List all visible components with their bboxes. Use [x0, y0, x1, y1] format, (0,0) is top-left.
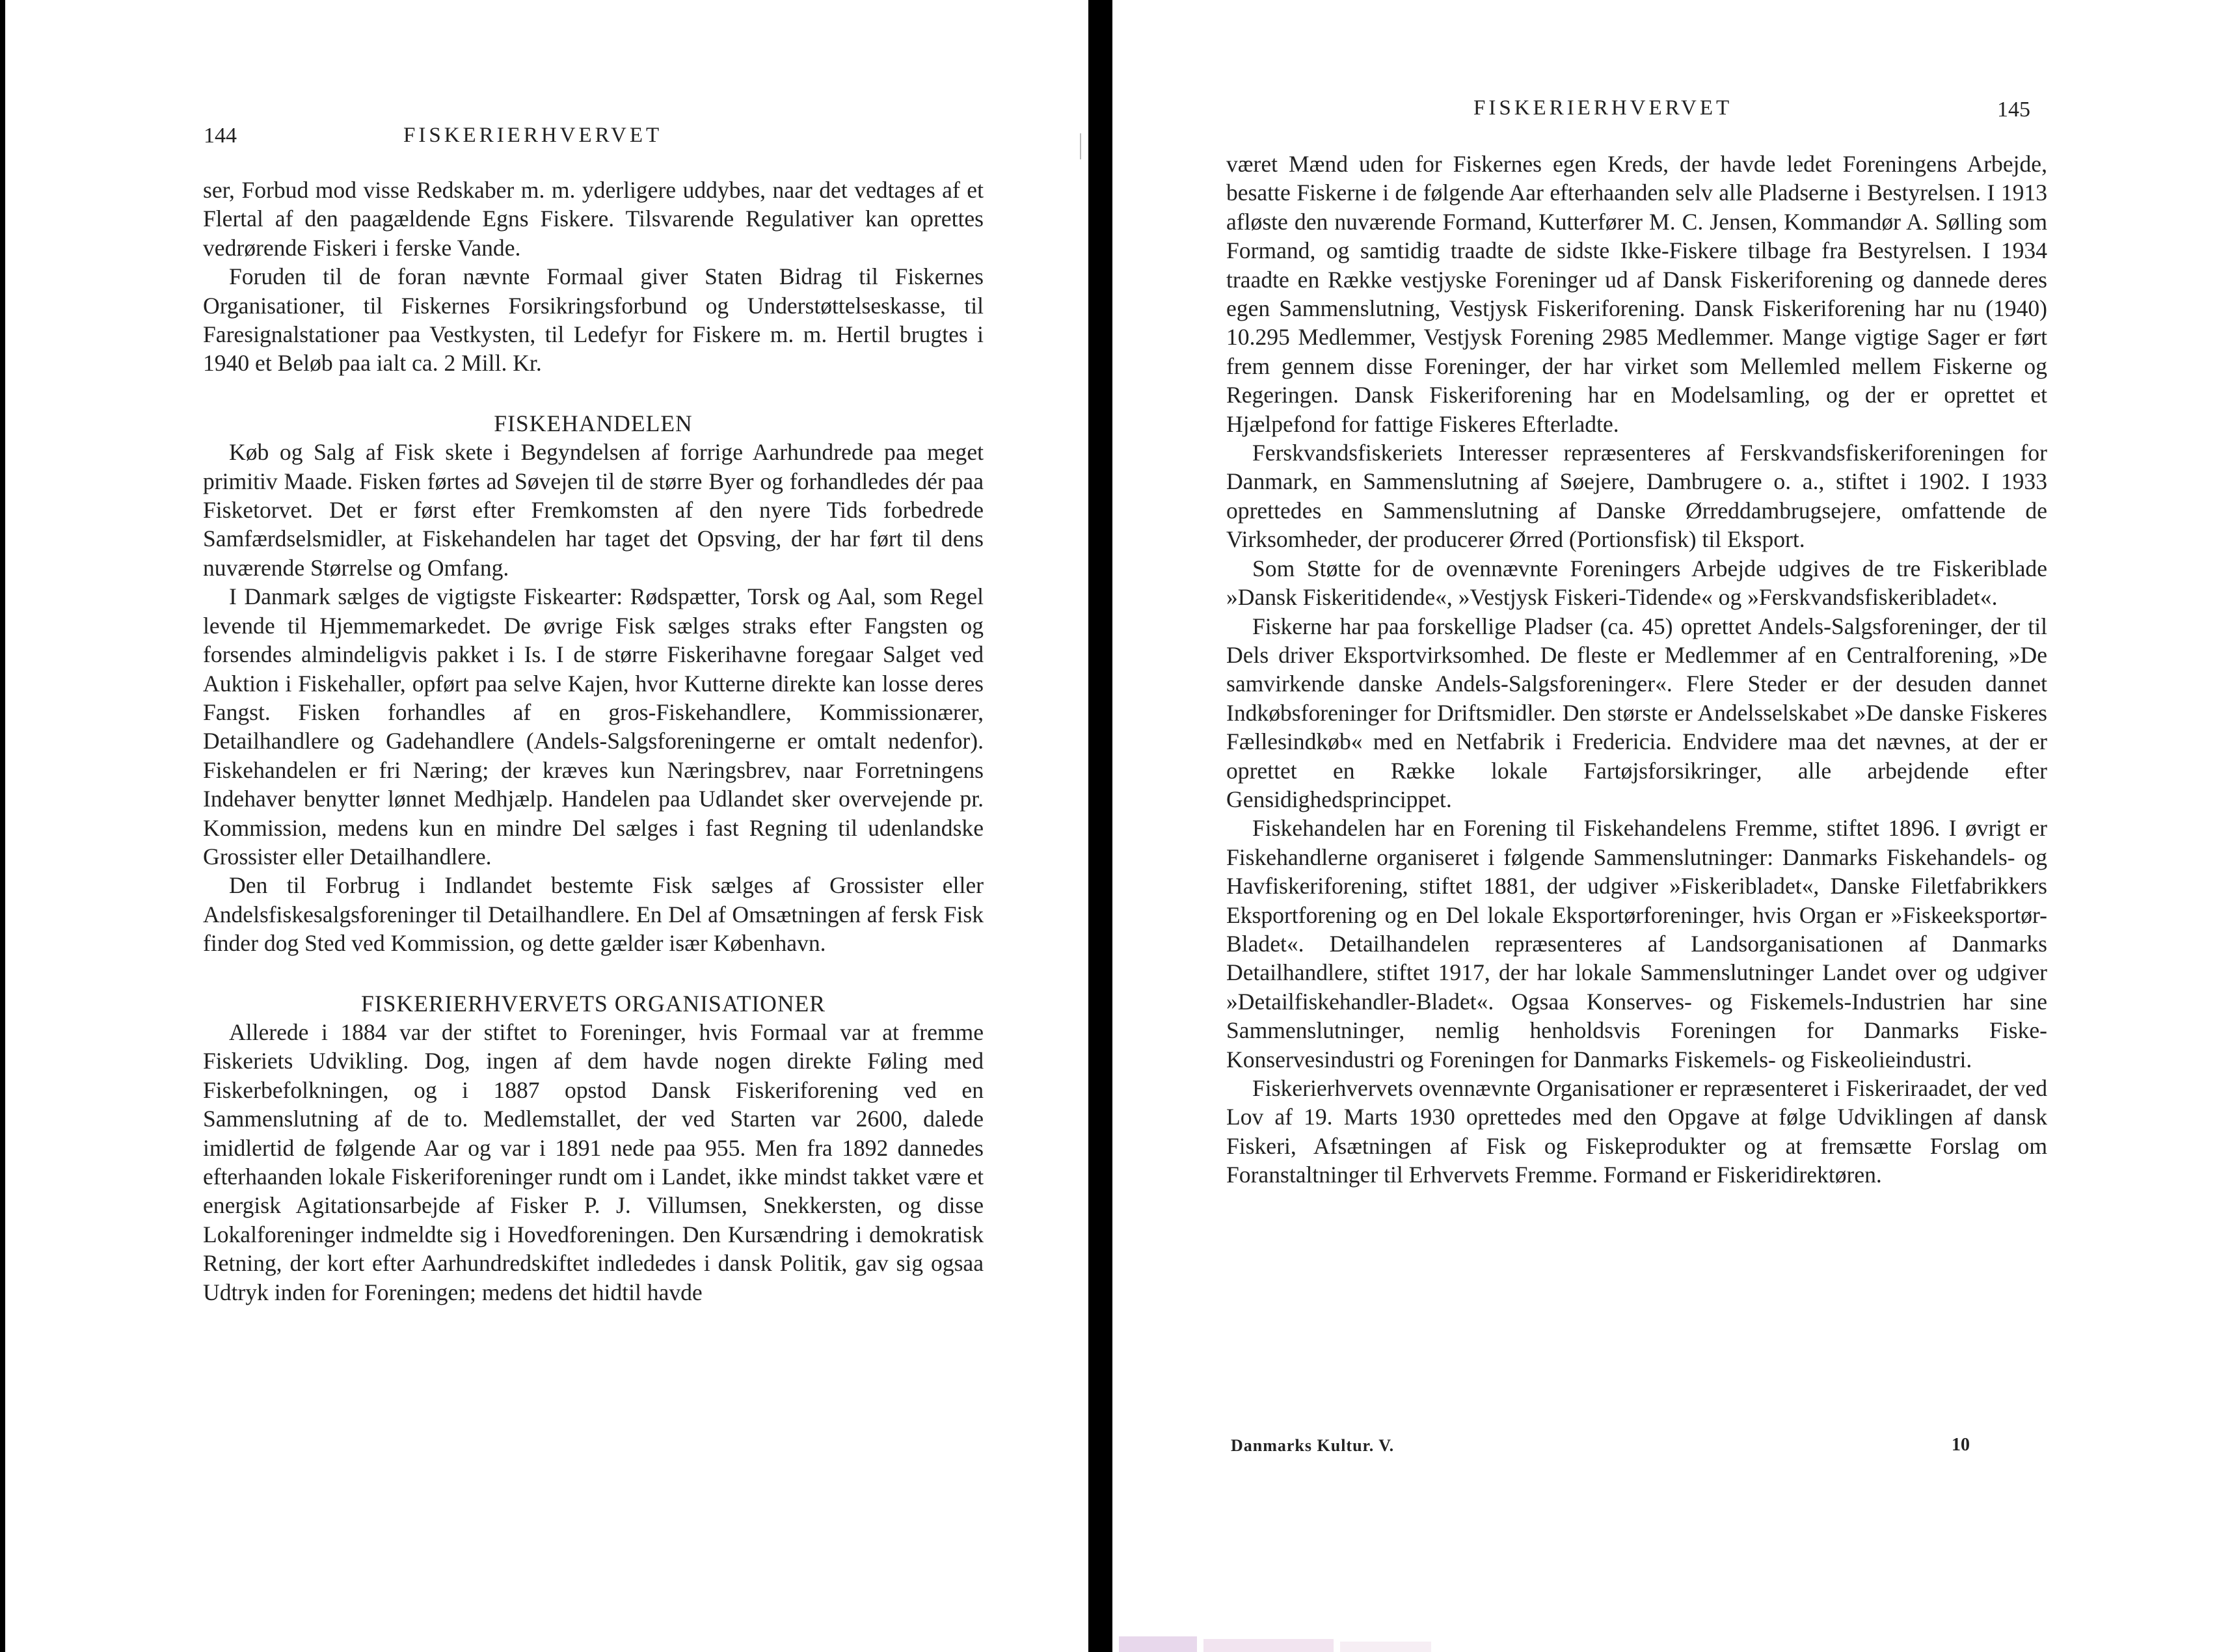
paragraph: ser, Forbud mod visse Redskaber m. m. yderligere uddybes, naar det vedtages af et Flertal af den paagældende Egns Fiskere. Tilsvarende Regulativer kan oprettes vedrørende Fiskeri i ferske Vande.: [203, 177, 984, 261]
left-page: [5, 0, 1088, 1652]
paragraph: været Mænd uden for Fiskernes egen Kreds, der havde ledet Foreningens Arbejde, besatte Fiskerne i de følgende Aar efterhaanden selv alle Pladserne i Bestyrelsen. I 1913 afløste den nuværende Formand, Kutterfører M. C. Jensen, Kommandør A. Sølling som Formand, og samtidig traadte de sidste Ikke-Fiskere tilbage fra Bestyrelsen. I 1934 traadte en Række vestjyske Foreninger ud af Dansk Fiskeriforening og dannede deres egen Sammenslutning, Vestjysk Fiskeriforening. Dansk Fiskeriforening har nu (1940) 10.295 Medlemmer, Vestjysk Forening 2985 Medlemmer. Mange vigtige Sager er ført frem gennem disse Foreninger, der har virket som Mellemled mellem Fiskerne og Regeringen. Dansk Fiskeriforening har en Modelsamling, og der er oprettet et Hjælpefond for fattige Fiskeres Efterladte.: [1226, 151, 2047, 437]
paragraph: I Danmark sælges de vigtigste Fiskearter: Rødspætter, Torsk og Aal, som Regel levende til Hjemmemarkedet. De øvrige Fisk sælges straks efter Fangsten og forsendes almindeligvis pakket i Is. I de større Fiskerihavne foregaar Salget ved Auktion i Fiskehaller, opført paa selve Kajen, hvor Kutterne direkte kan losse deres Fangst. Fisken forhandles af en gros-Fiskehandlere, Kommissionærer, Detailhandlere og Gadehandlere (Andels-Salgsforeningerne er omtalt nedenfor). Fiskehandelen er fri Næring; der kræves kun Næringsbrev, naar Forretningens Indehaver benytter lønnet Medhjælp. Handelen paa Udlandet sker overvejende pr. Kommission, medens kun en mindre Del sælges i fast Regning til udenlandske Grossister eller Detailhandlere.: [203, 583, 984, 870]
page-number: 145: [1997, 98, 2030, 122]
scan-mark: [1079, 133, 1082, 159]
paragraph: Foruden til de foran nævnte Formaal giver Staten Bidrag til Fiskernes Organisationer, til Fiskernes Forsikringsforbund og Understøttelseskasse, til Faresignalstationer paa Vestkysten, til Ledefyr for Fiskere m. m. Hertil brugtes i 1940 et Beløb paa ialt ca. 2 Mill. Kr.: [203, 263, 984, 377]
left-text-column: [203, 176, 984, 1307]
scan-artifact: [1119, 1625, 1444, 1652]
paragraph: Køb og Salg af Fisk skete i Begyndelsen af forrige Aarhundrede paa meget primitiv Maade. Fisken førtes ad Søvejen til de større Byer og forhandledes dér paa Fisketorvet. Det er først efter Fremkomsten af den nyere Tids forbedrede Samfærdselsmidler, at Fiskehandelen har taget det Opsving, der har ført til dens nuværende Størrelse og Omfang.: [203, 439, 984, 581]
paragraph: Fiskerierhvervets ovennævnte Organisationer er repræsenteret i Fiskeriraadet, der ved Lov af 19. Marts 1930 oprettedes med den Opgave at følge Udviklingen af dansk Fiskeri, Afsætningen af Fisk og Fiskeprodukter og at fremsætte Forslag om Foranstaltninger til Erhvervets Fremme. Formand er Fiskeridirektøren.: [1226, 1075, 2047, 1188]
paragraph: Allerede i 1884 var der stiftet to Foreninger, hvis Formaal var at fremme Fiskeriets Udvikling. Dog, ingen af dem havde nogen direkte Føling med Fiskerbefolkningen, og i 1887 opstod Dansk Fiskeriforening ved en Sammenslutning af de to. Medlemstallet, der ved Starten var 2600, dalede imidlertid de følgende Aar og var i 1891 nede paa 955. Men fra 1892 dannedes efterhaanden lokale Fiskeriforeninger rundt om i Landet, ikke mindst takket være et energisk Agitationsarbejde af Fisker P. J. Villumsen, Snekkersten, og disse Lokalforeninger indmeldte sig i Hovedforeningen. Den Kursændring i demokratisk Retning, der kort efter Aarhundredskiftet indlededes i dansk Politik, gav sig ogsaa Udtryk inden for Foreningen; medens det hidtil havde: [203, 1019, 984, 1305]
paragraph: Fiskerne har paa forskellige Pladser (ca. 45) oprettet Andels-Salgsforeninger, der til Dels driver Eksportvirksomhed. De fleste er Medlemmer af en Centralforening, »De samvirkende danske Andels-Salgsforeninger«. Flere Steder er der desuden dannet Indkøbsforeninger for Driftsmidler. Den største er Andelsselskabet »De danske Fiskeres Fællesindkøb« med en Netfabrik i Fredericia. Endvidere maa det nævnes, at der er oprettet en Række lokale Fartøjsforsikringer, alle arbejdende efter Gensidighedsprincippet.: [1226, 613, 2047, 812]
paragraph: Ferskvandsfiskeriets Interesser repræsenteres af Ferskvandsfiskeriforeningen for Danmark, en Sammenslutning af Søejere, Dambrugere o. a., stiftet i 1902. I 1933 oprettedes en Sammenslutning af Danske Ørreddambrugsejere, omfattende de Virksomheder, der producerer Ørred (Portionsfisk) til Eksport.: [1226, 440, 2047, 553]
section-title: FISKERIERHVERVETS ORGANISATIONER: [360, 990, 826, 1017]
paragraph: Den til Forbrug i Indlandet bestemte Fisk sælges af Grossister eller Andelsfiskesalgsforeninger til Detailhandlere. En Del af Omsætningen af fersk Fisk finder dog Sted ved Kommission, og dette gælder især København.: [203, 872, 984, 957]
footer-sheet-number: 10: [1952, 1435, 1970, 1455]
book-gutter: [1088, 0, 1112, 1652]
section-title: FISKEHANDELEN: [494, 410, 693, 436]
paragraph: Som Støtte for de ovennævnte Foreningers Arbejde udgives de tre Fiskeriblade »Dansk Fiskeritidende«, »Vestjysk Fiskeri-Tidende« og »Ferskvandsfiskeribladet«.: [1226, 555, 2047, 611]
paragraph: Fiskehandelen har en Forening til Fiskehandelens Fremme, stiftet 1896. I øvrigt er Fiskehandlerne organiseret i følgende Sammenslutninger: Danmarks Fiskehandels- og Havfiskeriforening, stiftet 1881, der udgiver »Fiskeribladet«, Danske Filetfabrikkers Eksportforening og en Del lokale Eksportørforeninger, hvis Organ er »Fiskeeksportør-Bladet«. Detailhandelen repræsenteres af Landsorganisationen af Danmarks Detailhandlere, stiftet 1917, der har lokale Sammenslutninger Landet over og udgiver »Detailfiskehandler-Bladet«. Ogsaa Konserves- og Fiskemels-Industrien har sine Sammenslutninger, nemlig henholdsvis Foreningen for Danmarks Fiske-Konservesindustri og Foreningen for Danmarks Fiskemels- og Fiskeolieindustri.: [1226, 815, 2047, 1072]
running-head: FISKERIERHVERVET: [1473, 96, 1733, 120]
right-page: [1112, 0, 2217, 1652]
page-number: 144: [204, 124, 237, 148]
right-text-column: [1226, 150, 2047, 1190]
running-head: FISKERIERHVERVET: [403, 124, 663, 147]
footer-signature: Danmarks Kultur. V.: [1231, 1436, 1395, 1455]
